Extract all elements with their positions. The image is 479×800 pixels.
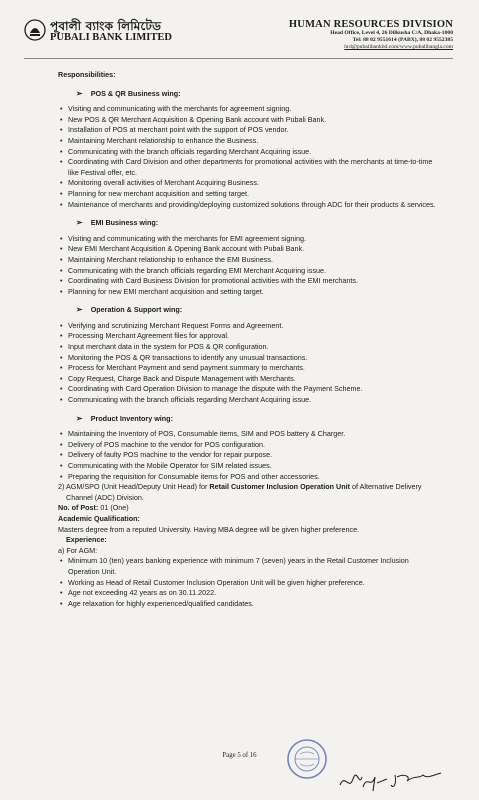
- list-item: • Process for Merchant Payment and send payment summary to merchants.: [60, 363, 438, 374]
- list-item: • Preparing the requisition for Consumable items for POS and other accessories.: [60, 472, 438, 483]
- list-item: • Visiting and communicating with the merchants for EMI agreement signing.: [60, 234, 438, 245]
- division-header: [289, 19, 453, 51]
- list-item: • Working as Head of Retail Customer Inclusion Operation Unit will be given higher preference.: [60, 578, 438, 589]
- wing-items-list: [60, 321, 438, 406]
- list-item: • Planning for new merchant acquisition and setting target.: [60, 189, 438, 200]
- list-item: • Maintaining Merchant relationship to enhance the EMI Business.: [60, 255, 438, 266]
- wing-heading: [76, 414, 438, 425]
- position-description: [58, 482, 438, 503]
- handwritten-signature: [337, 765, 452, 793]
- list-item: • Input merchant data in the system for POS & QR configuration.: [60, 342, 438, 353]
- list-item: • Delivery of faulty POS machine to the vendor for repair purpose.: [60, 450, 438, 461]
- list-item: • Communicating with the branch officials regarding Merchant Acquiring issue.: [60, 395, 438, 406]
- list-item: • Coordinating with Card Business Division for promotional activities with the EMI merchants.: [60, 276, 438, 287]
- responsibilities-heading: Responsibilities:: [58, 70, 116, 79]
- wing-items-list: [60, 104, 438, 210]
- list-item: • Coordinating with Card Operation Division to manage the dispute with the Payment Scheme.: [60, 384, 438, 395]
- wing-title: EMI Business wing:: [90, 218, 159, 228]
- page-number: Page 5 of 16: [222, 752, 257, 759]
- arrow-bullet-icon: ➢: [76, 218, 83, 228]
- division-address: Head Office, Level 4, 26 Dilkusha C/A, Dhaka-1000: [330, 30, 453, 36]
- list-item: • Communicating with the branch officials regarding Merchant Acquiring issue.: [60, 147, 438, 158]
- list-item: • Minimum 10 (ten) years banking experience with minimum 7 (seven) years in the Retail Customer Inclusion Operation Unit.: [60, 556, 438, 577]
- wing-heading: [76, 305, 438, 316]
- list-item: • Communicating with the Mobile Operator for SIM related issues.: [60, 461, 438, 472]
- arrow-bullet-icon: ➢: [76, 88, 83, 98]
- academic-text: Masters degree from a reputed University. Having MBA degree will be given higher preference.: [58, 524, 360, 534]
- list-item: • Processing Merchant Agreement files for approval.: [60, 331, 438, 342]
- wing-title: Operation & Support wing:: [90, 305, 183, 315]
- wing-items-list: [60, 234, 438, 298]
- list-item: • Maintaining Merchant relationship to enhance the Business.: [60, 136, 438, 147]
- list-item: • Verifying and scrutinizing Merchant Request Forms and Agreement.: [60, 321, 438, 332]
- document-body: [58, 70, 438, 609]
- list-item: • Maintenance of merchants and providing/deploying customized solutions through ADC for their products & services.: [60, 200, 438, 211]
- list-item: • Monitoring the POS & QR transactions to identify any unusual transactions.: [60, 353, 438, 364]
- wing-title: POS & QR Business wing:: [90, 88, 181, 98]
- logo-english-text: PUBALI BANK LIMITED: [50, 32, 172, 43]
- position-suffix: of Alternative Delivery Channel (ADC) Division.: [66, 482, 422, 502]
- wing-heading: [76, 89, 438, 100]
- wing-items-list: [60, 429, 438, 482]
- wing-heading: [76, 218, 438, 229]
- list-item: • Age relaxation for highly experienced/qualified candidates.: [60, 599, 438, 610]
- division-telephone: Tel: 88 02 9551614 (PABX), 88 02 9552385: [352, 37, 453, 43]
- position-prefix: 2) AGM/SPO (Unit Head/Deputy Unit Head) for: [58, 482, 210, 492]
- list-item: • New EMI Merchant Acquisition & Opening Bank account with Pubali Bank.: [60, 244, 438, 255]
- list-item: • Installation of POS at merchant point with the support of POS vendor.: [60, 125, 438, 136]
- list-item: • Communicating with the branch officials regarding EMI Merchant Acquiring issue.: [60, 266, 438, 277]
- header-divider: [24, 58, 453, 59]
- list-item: • Visiting and communicating with the merchants for agreement signing.: [60, 104, 438, 115]
- wing-title: Product Inventory wing:: [90, 413, 173, 423]
- position-unit-name: Retail Customer Inclusion Operation Unit: [209, 482, 350, 492]
- list-item: • Maintaining the Inventory of POS, Consumable items, SIM and POS battery & Charger.: [60, 429, 438, 440]
- list-item: • Delivery of POS machine to the vendor for POS configuration.: [60, 440, 438, 451]
- list-item: • Copy Request, Charge Back and Dispute Management with Merchants.: [60, 374, 438, 385]
- list-item: • New POS & QR Merchant Acquisition & Opening Bank account with Pubali Bank.: [60, 115, 438, 126]
- agm-label: a) For AGM:: [58, 545, 98, 555]
- academic-heading: Academic Qualification:: [58, 513, 140, 523]
- experience-heading: Experience:: [66, 535, 107, 545]
- office-seal-stamp: [286, 738, 328, 780]
- posts-line: [58, 503, 438, 514]
- list-item: • Planning for new EMI merchant acquisition and setting target.: [60, 287, 438, 298]
- list-item: • Age not exceeding 42 years as on 30.11.2022.: [60, 588, 438, 599]
- division-email-web[interactable]: hrd@pubalibankbd.com/www.pubalibangla.com: [344, 44, 453, 50]
- posts-label: No. of Post:: [58, 503, 99, 513]
- list-item: • Monitoring overall activities of Merchant Acquiring Business.: [60, 178, 438, 189]
- list-item: • Coordinating with Card Division and other departments for promotional activities with the merchants at time-to-time like Festival offer, etc.: [60, 157, 438, 178]
- arrow-bullet-icon: ➢: [76, 305, 83, 315]
- bank-emblem-icon: [24, 19, 46, 41]
- arrow-bullet-icon: ➢: [76, 413, 83, 423]
- posts-value: 01 (One): [98, 503, 129, 513]
- division-title: HUMAN RESOURCES DIVISION: [288, 19, 453, 30]
- agm-experience-list: [60, 556, 438, 609]
- logo-bengali-text: পূবালী ব্যাংক লিমিটেড: [50, 19, 162, 33]
- bank-logo: [24, 18, 194, 44]
